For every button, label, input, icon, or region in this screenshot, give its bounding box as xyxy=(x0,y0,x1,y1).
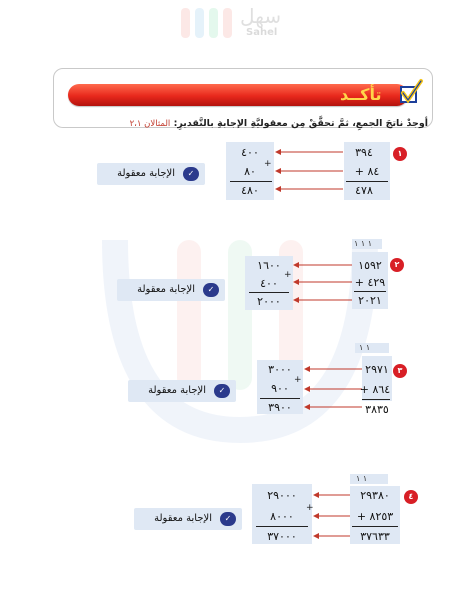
addend-1: ٣٩٤ xyxy=(355,146,373,159)
problem-number-badge: ٤ xyxy=(404,490,418,504)
watermark-text-ar: سهل xyxy=(240,4,282,28)
sum-result: ٣٨٣٥ xyxy=(365,403,389,416)
sum-line xyxy=(354,291,386,292)
answer-icon: ✓ xyxy=(203,283,219,297)
answer-text: الإجابة معقولة xyxy=(137,284,195,295)
answer-text: الإجابة معقولة xyxy=(148,385,206,396)
watermark-text-en: Sahel xyxy=(246,27,278,38)
plus-sign: + xyxy=(306,503,314,513)
addend-1: ١٥٩٢ xyxy=(358,259,382,272)
plus-sign: + xyxy=(284,270,292,280)
estimate-1: ٢٩٠٠٠ xyxy=(267,489,297,502)
estimate-sum: ٣٧٠٠٠ xyxy=(267,530,297,543)
estimate-1: ٤٠٠ xyxy=(241,146,259,159)
problem-number-badge: ١ xyxy=(393,147,407,161)
addend-1: ٢٩٣٨٠ xyxy=(360,489,390,502)
answer-text: الإجابة معقولة xyxy=(154,513,212,524)
watermark-large-logo xyxy=(95,200,385,450)
instruction-text: أوجدْ ناتجَ الجمعِ، ثمَّ تحقَّقْ مِن معقوليَّةِ الإجابةِ بالتَّقديرِ: xyxy=(173,118,428,129)
estimate-sum: ٤٨٠ xyxy=(241,184,259,197)
reference-text: المثالان ٢،١ xyxy=(129,119,171,129)
checkmark-icon xyxy=(396,78,424,108)
addend-2: ٨٦٤ + xyxy=(359,383,391,396)
answer-reasonable-tag xyxy=(134,508,242,530)
answer-icon: ✓ xyxy=(183,167,199,181)
estimate-2: ٨٠٠٠ xyxy=(270,510,294,523)
estimate-sum-line xyxy=(230,181,272,182)
addend-2: ٨٢٥٣ + xyxy=(356,510,394,523)
problem-number-badge: ٣ xyxy=(393,364,407,378)
sum-result: ٢٠٢١ xyxy=(358,294,382,307)
estimate-2: ٩٠٠ xyxy=(271,382,289,395)
header-title: تأكــد xyxy=(340,85,382,104)
estimate-sum-line xyxy=(260,398,300,399)
estimate-sum: ٢٠٠٠ xyxy=(257,295,281,308)
estimate-sum: ٣٩٠٠ xyxy=(268,401,292,414)
addend-2: ٤٢٩ + xyxy=(354,276,386,289)
answer-reasonable-tag xyxy=(128,380,236,402)
addend-1: ٢٩٧١ xyxy=(365,363,389,376)
sum-line xyxy=(362,399,390,400)
carry-digits: ١ ١ ١ xyxy=(354,239,372,248)
answer-icon: ✓ xyxy=(220,512,236,526)
estimate-1: ١٦٠٠ xyxy=(257,259,281,272)
sum-line xyxy=(346,181,388,182)
estimate-2: ٤٠٠ xyxy=(260,277,278,290)
plus-sign: + xyxy=(264,159,272,169)
plus-sign: + xyxy=(294,375,302,385)
sum-result: ٣٧٦٣٣ xyxy=(360,530,390,543)
carry-digits: ١ ١ xyxy=(356,474,368,483)
sum-result: ٤٧٨ xyxy=(355,184,373,197)
estimate-sum-line xyxy=(256,526,308,527)
estimate-sum-line xyxy=(249,292,289,293)
estimate-1: ٣٠٠٠ xyxy=(268,363,292,376)
carry-digits: ١ ١ xyxy=(359,343,371,352)
answer-reasonable-tag xyxy=(117,279,225,301)
addend-2: ٨٤ + xyxy=(354,165,380,178)
answer-reasonable-tag xyxy=(97,163,205,185)
estimate-2: ٨٠ xyxy=(244,165,256,178)
sum-line xyxy=(352,526,398,527)
answer-text: الإجابة معقولة xyxy=(117,168,175,179)
answer-icon: ✓ xyxy=(214,384,230,398)
instruction-line xyxy=(130,116,428,132)
problem-number-badge: ٢ xyxy=(390,258,404,272)
